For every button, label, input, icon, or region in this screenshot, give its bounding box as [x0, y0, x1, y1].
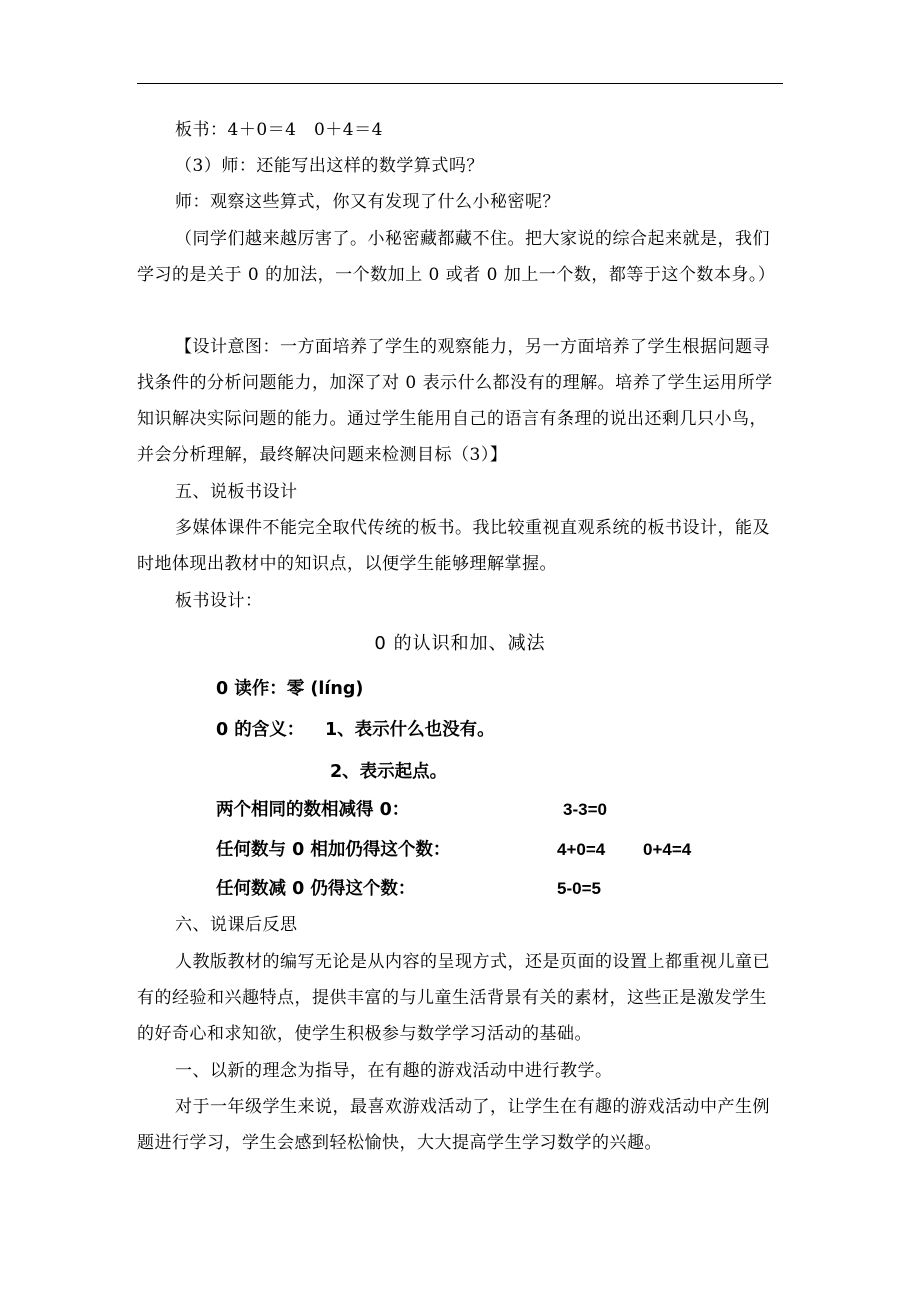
board-rule-subtract-label: 两个相同的数相减得 0： [216, 800, 410, 820]
reflection-point-1: 一、以新的理念为指导，在有趣的游戏活动中进行教学。 [175, 1061, 613, 1081]
board-title: 0 的认识和加、减法 [374, 633, 546, 654]
reflection-paragraph: 人教版教材的编写无论是从内容的呈现方式，还是页面的设置上都重视儿童已有的经验和兴趣特点，提供丰富的与儿童生活背景有关的素材，这些正是激发学生的好奇心和求知欲，使学生积极参与数学学习活动的基础。 [137, 952, 770, 1044]
board-rule-add-label: 任何数与 0 相加仍得这个数： [216, 840, 451, 860]
board-rule-zero-label: 任何数减 0 仍得这个数： [216, 879, 416, 899]
board-meaning-label: 0 的含义： [216, 720, 305, 740]
board-design-paragraph: 多媒体课件不能完全取代传统的板书。我比较重视直观系统的板书设计，能及时地体现出教材中的知识点，以便学生能够理解掌握。 [137, 518, 770, 574]
teacher-observe: 师：观察这些算式，你又有发现了什么小秘密呢？ [175, 192, 560, 212]
summary-paragraph: （同学们越来越厉害了。小秘密藏都藏不住。把大家说的综合起来就是，我们学习的是关于 0 的加法，一个数加上 0 或者 0 加上一个数，都等于这个数本身。） [137, 229, 776, 285]
section-heading-board-design: 五、说板书设计 [175, 482, 298, 502]
board-rule-zero-eq: 5-0=5 [557, 879, 601, 898]
board-reading: 0 读作：零 (líng) [216, 679, 364, 699]
board-rule-subtract-eq: 3-3=0 [563, 800, 607, 819]
section-heading-reflection: 六、说课后反思 [175, 915, 298, 935]
board-rule-add-eq1: 4+0=4 [557, 840, 606, 859]
board-meaning-1: 1、表示什么也没有。 [325, 720, 495, 740]
board-meaning-2: 2、表示起点。 [330, 762, 448, 782]
design-intent-paragraph: 【设计意图：一方面培养了学生的观察能力，另一方面培养了学生根据问题寻找条件的分析问题能力，加深了对 0 表示什么都没有的理解。培养了学生运用所学知识解决实际问题的能力。通过学生能用自己的语言有条理的说出还剩几只小鸟，并会分析理解，最终解决问题来检测目标（3）】 [137, 337, 773, 465]
board-rule-add-eq2: 0+4=4 [643, 840, 692, 859]
header-rule [137, 83, 783, 84]
board-equation-line: 板书：4＋0＝4 0＋4＝4 [175, 120, 383, 140]
board-design-label: 板书设计： [175, 591, 263, 611]
teacher-question: （3）师：还能写出这样的数学算式吗？ [175, 156, 484, 176]
reflection-point-1-detail: 对于一年级学生来说，最喜欢游戏活动了，让学生在有趣的游戏活动中产生例题进行学习，学生会感到轻松愉快，大大提高学生学习数学的兴趣。 [137, 1097, 770, 1153]
